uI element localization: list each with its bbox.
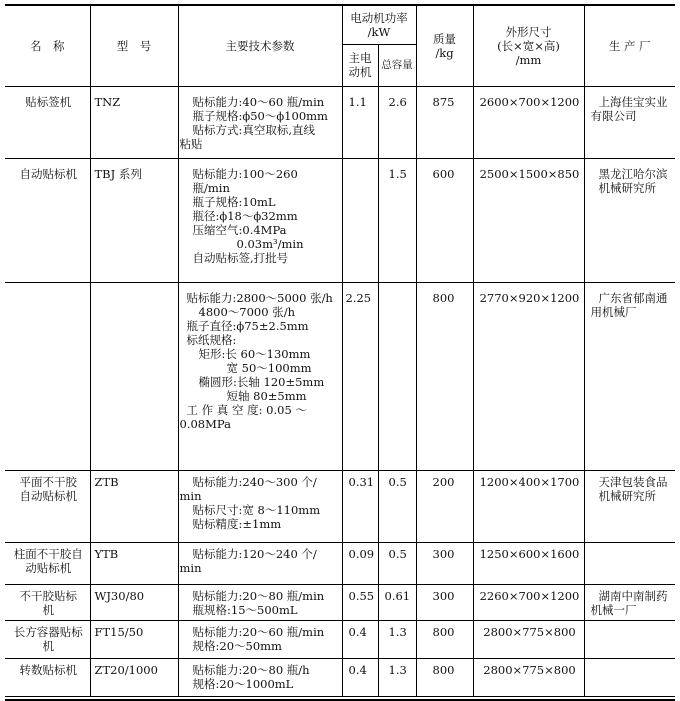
cell-model: WJ30/80 xyxy=(90,584,178,620)
cell-power-total: 2.6 xyxy=(378,86,416,158)
cell-name xyxy=(5,282,90,470)
cell-maker xyxy=(584,620,675,658)
cell-name: 柱面不干胶自 动贴标机 xyxy=(5,542,90,584)
table-row xyxy=(5,86,675,158)
cell-model: YTB xyxy=(90,542,178,584)
table-row xyxy=(5,158,675,282)
table-row xyxy=(5,470,675,542)
cell-maker: 黑龙江哈尔滨 机械研究所 xyxy=(584,158,675,282)
cell-model: TNZ xyxy=(90,86,178,158)
cell-maker: 广东省郁南通 用机械厂 xyxy=(584,282,675,470)
table-row xyxy=(5,282,675,470)
cell-maker xyxy=(584,658,675,696)
header-maker: 生 产 厂 xyxy=(584,6,675,86)
cell-name: 转数贴标机 xyxy=(5,658,90,696)
cell-maker xyxy=(584,542,675,584)
cell-mass: 800 xyxy=(416,282,473,470)
header-mass: 质量 /kg xyxy=(416,6,473,86)
header-model: 型 号 xyxy=(90,6,178,86)
cell-mass: 800 xyxy=(416,620,473,658)
table-row xyxy=(5,542,675,584)
cell-power-main: 0.09 xyxy=(342,542,378,584)
cell-mass: 300 xyxy=(416,542,473,584)
cell-name: 平面不干胶 自动贴标机 xyxy=(5,470,90,542)
label-machine-spec-table xyxy=(5,6,675,697)
spec-table-sheet xyxy=(5,4,675,701)
table-row xyxy=(5,620,675,658)
cell-params: 贴标能力:240～300 个/ min 贴标尺寸:宽 8～110mm 贴标精度:±1mm xyxy=(178,470,342,542)
cell-power-main xyxy=(342,158,378,282)
cell-power-total: 0.61 xyxy=(378,584,416,620)
cell-params: 贴标能力:100～260 瓶/min 瓶子规格:10mL 瓶径:ϕ18～ϕ32mm 压缩空气:0.4MPa 0.03m³/min 自动贴标签,打批号 xyxy=(178,158,342,282)
cell-maker: 上海佳宝实业 有限公司 xyxy=(584,86,675,158)
cell-dimensions: 2800×775×800 xyxy=(473,658,584,696)
cell-power-total: 1.3 xyxy=(378,658,416,696)
cell-power-main: 2.25 xyxy=(342,282,378,470)
header-power-total: 总容量 xyxy=(378,44,416,86)
cell-mass: 600 xyxy=(416,158,473,282)
cell-maker: 天津包装食品 机械研究所 xyxy=(584,470,675,542)
cell-name: 贴标签机 xyxy=(5,86,90,158)
cell-name: 自动贴标机 xyxy=(5,158,90,282)
header-power-main: 主电 动机 xyxy=(342,44,378,86)
header-name: 名 称 xyxy=(5,6,90,86)
cell-params: 贴标能力:20～80 瓶/min 瓶规格:15～500mL xyxy=(178,584,342,620)
cell-mass: 200 xyxy=(416,470,473,542)
cell-power-main: 0.55 xyxy=(342,584,378,620)
header-params: 主要技术参数 xyxy=(178,6,342,86)
cell-name: 长方容器贴标 机 xyxy=(5,620,90,658)
header-dimensions: 外形尺寸 (长×宽×高) /mm xyxy=(473,6,584,86)
cell-power-total: 1.3 xyxy=(378,620,416,658)
cell-params: 贴标能力:20～60 瓶/min 规格:20～50mm xyxy=(178,620,342,658)
cell-power-main: 1.1 xyxy=(342,86,378,158)
table-row xyxy=(5,658,675,696)
cell-mass: 875 xyxy=(416,86,473,158)
cell-maker: 湖南中南制药 机械一厂 xyxy=(584,584,675,620)
cell-model: FT15/50 xyxy=(90,620,178,658)
cell-dimensions: 2600×700×1200 xyxy=(473,86,584,158)
cell-params: 贴标能力:20～80 瓶/h 规格:20～1000mL xyxy=(178,658,342,696)
cell-power-main: 0.31 xyxy=(342,470,378,542)
cell-model: TBJ 系列 xyxy=(90,158,178,282)
cell-params: 贴标能力:40～60 瓶/min 瓶子规格:ϕ50～ϕ100mm 贴标方式:真空取标,直线 粘贴 xyxy=(178,86,342,158)
cell-power-total: 1.5 xyxy=(378,158,416,282)
header-power: 电动机功率 /kW xyxy=(342,6,416,44)
cell-dimensions: 2770×920×1200 xyxy=(473,282,584,470)
cell-power-total: 0.5 xyxy=(378,470,416,542)
cell-model xyxy=(90,282,178,470)
cell-dimensions: 2260×700×1200 xyxy=(473,584,584,620)
cell-params: 贴标能力:2800～5000 张/h 4800～7000 张/h 瓶子直径:ϕ75±2.5mm 标纸规格: 矩形:长 60～130mm 宽 50～100mm 椭圆形:长轴 120±5mm 短轴 80±5mm 工 作 真 空 度: 0.05 ～ 0.08MPa xyxy=(178,282,342,470)
cell-model: ZTB xyxy=(90,470,178,542)
cell-dimensions: 1250×600×1600 xyxy=(473,542,584,584)
cell-dimensions: 2500×1500×850 xyxy=(473,158,584,282)
cell-power-main: 0.4 xyxy=(342,658,378,696)
cell-mass: 300 xyxy=(416,584,473,620)
cell-power-total xyxy=(378,282,416,470)
cell-dimensions: 2800×775×800 xyxy=(473,620,584,658)
cell-power-main: 0.4 xyxy=(342,620,378,658)
cell-params: 贴标能力:120～240 个/ min xyxy=(178,542,342,584)
cell-dimensions: 1200×400×1700 xyxy=(473,470,584,542)
cell-name: 不干胶贴标 机 xyxy=(5,584,90,620)
table-row xyxy=(5,584,675,620)
cell-model: ZT20/1000 xyxy=(90,658,178,696)
cell-power-total: 0.5 xyxy=(378,542,416,584)
cell-mass: 800 xyxy=(416,658,473,696)
